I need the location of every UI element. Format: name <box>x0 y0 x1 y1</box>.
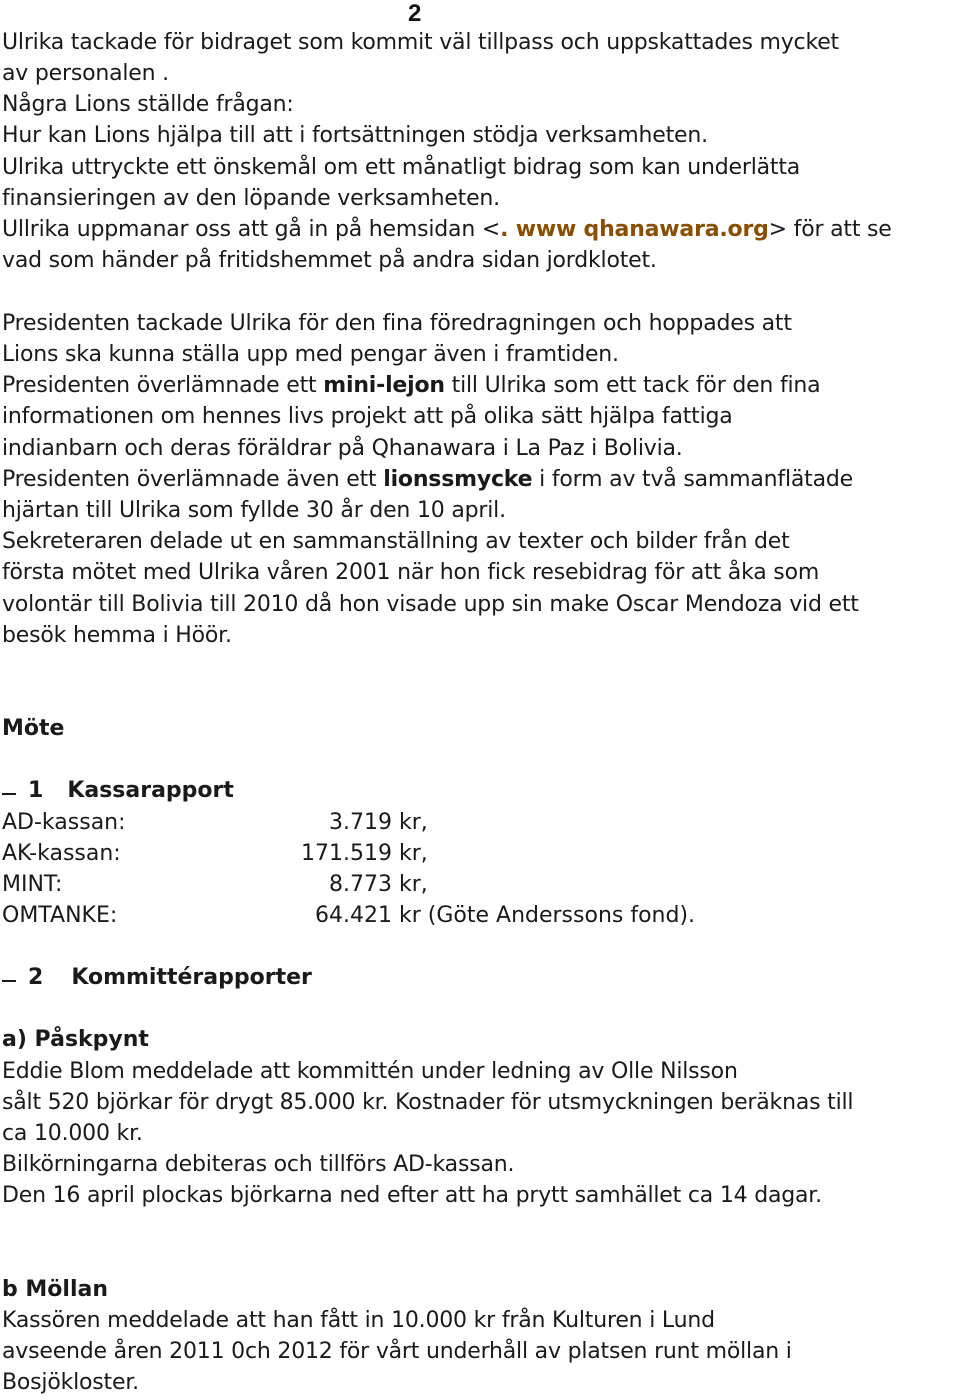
text-line: Eddie Blom meddelade att kommittén under ledning av Olle Nilsson <box>2 1059 738 1084</box>
mote-heading: Möte <box>2 716 65 741</box>
section-marker <box>2 793 16 795</box>
text-span: Presidenten överlämnade ett <box>2 373 324 398</box>
text-line: sålt 520 björkar för drygt 85.000 kr. Kostnader för utsmyckningen beräknas till <box>2 1090 854 1115</box>
cash-value: 8.773 <box>329 872 392 897</box>
paskpynt-heading: a) Påskpynt <box>2 1027 149 1052</box>
website-prefix: Ullrika uppmanar oss att gå in på hemsidan < <box>2 217 501 242</box>
page-number: 2 <box>408 0 422 27</box>
cash-value: 3.719 <box>329 810 392 835</box>
text-line <box>2 371 820 401</box>
cash-suffix: kr, <box>392 841 428 866</box>
website-line <box>2 215 892 245</box>
text-line: Ulrika tackade för bidraget som kommit väl tillpass och uppskattades mycket <box>2 30 839 55</box>
section-title: Kommittérapporter <box>71 965 312 990</box>
text-line: Presidenten tackade Ulrika för den fina föredragningen och hoppades att <box>2 311 792 336</box>
kassarapport-heading <box>2 776 234 806</box>
text-line <box>2 465 853 495</box>
text-line: hjärtan till Ulrika som fyllde 30 år den 10 april. <box>2 498 506 523</box>
text-line: finansieringen av den löpande verksamheten. <box>2 186 500 211</box>
text-line: vad som händer på fritidshemmet på andra sidan jordklotet. <box>2 248 657 273</box>
cash-row <box>2 901 695 931</box>
cash-suffix: kr, <box>392 872 428 897</box>
bold-text: mini-lejon <box>323 373 445 398</box>
bold-text: lionssmycke <box>383 467 533 492</box>
section-number: 1 <box>28 778 44 803</box>
cash-row <box>2 870 428 900</box>
text-line: Sekreteraren delade ut en sammanställning av texter och bilder från det <box>2 529 790 554</box>
text-line: Lions ska kunna ställa upp med pengar även i framtiden. <box>2 342 619 367</box>
website-suffix: > för att se <box>768 217 892 242</box>
cash-suffix: kr, <box>392 810 428 835</box>
cash-label: OMTANKE: <box>2 903 118 928</box>
text-line: avseende åren 2011 0ch 2012 för vårt underhåll av platsen runt möllan i <box>2 1339 792 1364</box>
text-line: volontär till Bolivia till 2010 då hon visade upp sin make Oscar Mendoza vid ett <box>2 592 859 617</box>
cash-suffix: kr (Göte Anderssons fond). <box>392 903 696 928</box>
text-line: första mötet med Ulrika våren 2001 när hon fick resebidrag för att åka som <box>2 560 820 585</box>
text-line: Den 16 april plockas björkarna ned efter att ha prytt samhället ca 14 dagar. <box>2 1183 822 1208</box>
text-span: i form av två sammanflätade <box>532 467 853 492</box>
text-line: av personalen . <box>2 61 169 86</box>
kommitte-heading <box>2 963 312 993</box>
cash-label: AK-kassan: <box>2 841 121 866</box>
text-line: Ulrika uttryckte ett önskemål om ett månatligt bidrag som kan underlätta <box>2 155 801 180</box>
website-link[interactable]: . www qhanawara.org <box>500 217 769 242</box>
text-line: Hur kan Lions hjälpa till att i fortsättningen stödja verksamheten. <box>2 123 708 148</box>
text-line: ca 10.000 kr. <box>2 1121 143 1146</box>
text-line: Kassören meddelade att han fått in 10.000 kr från Kulturen i Lund <box>2 1308 715 1333</box>
text-line: Några Lions ställde frågan: <box>2 92 294 117</box>
text-line: Bilkörningarna debiteras och tillförs AD-kassan. <box>2 1152 515 1177</box>
section-marker <box>2 980 16 982</box>
cash-row <box>2 808 428 838</box>
cash-row <box>2 839 428 869</box>
text-line: besök hemma i Höör. <box>2 623 232 648</box>
cash-value: 171.519 <box>301 841 392 866</box>
text-line: informationen om hennes livs projekt att på olika sätt hjälpa fattiga <box>2 404 733 429</box>
cash-value: 64.421 <box>315 903 392 928</box>
section-number: 2 <box>28 965 44 990</box>
text-line: indianbarn och deras föräldrar på Qhanawara i La Paz i Bolivia. <box>2 436 683 461</box>
cash-label: AD-kassan: <box>2 810 126 835</box>
text-span: Presidenten överlämnade även ett <box>2 467 384 492</box>
section-title: Kassarapport <box>67 778 234 803</box>
text-span: till Ulrika som ett tack för den fina <box>444 373 821 398</box>
cash-label: MINT: <box>2 872 63 897</box>
mollan-heading: b Möllan <box>2 1277 109 1302</box>
text-line: Bosjökloster. <box>2 1370 139 1395</box>
